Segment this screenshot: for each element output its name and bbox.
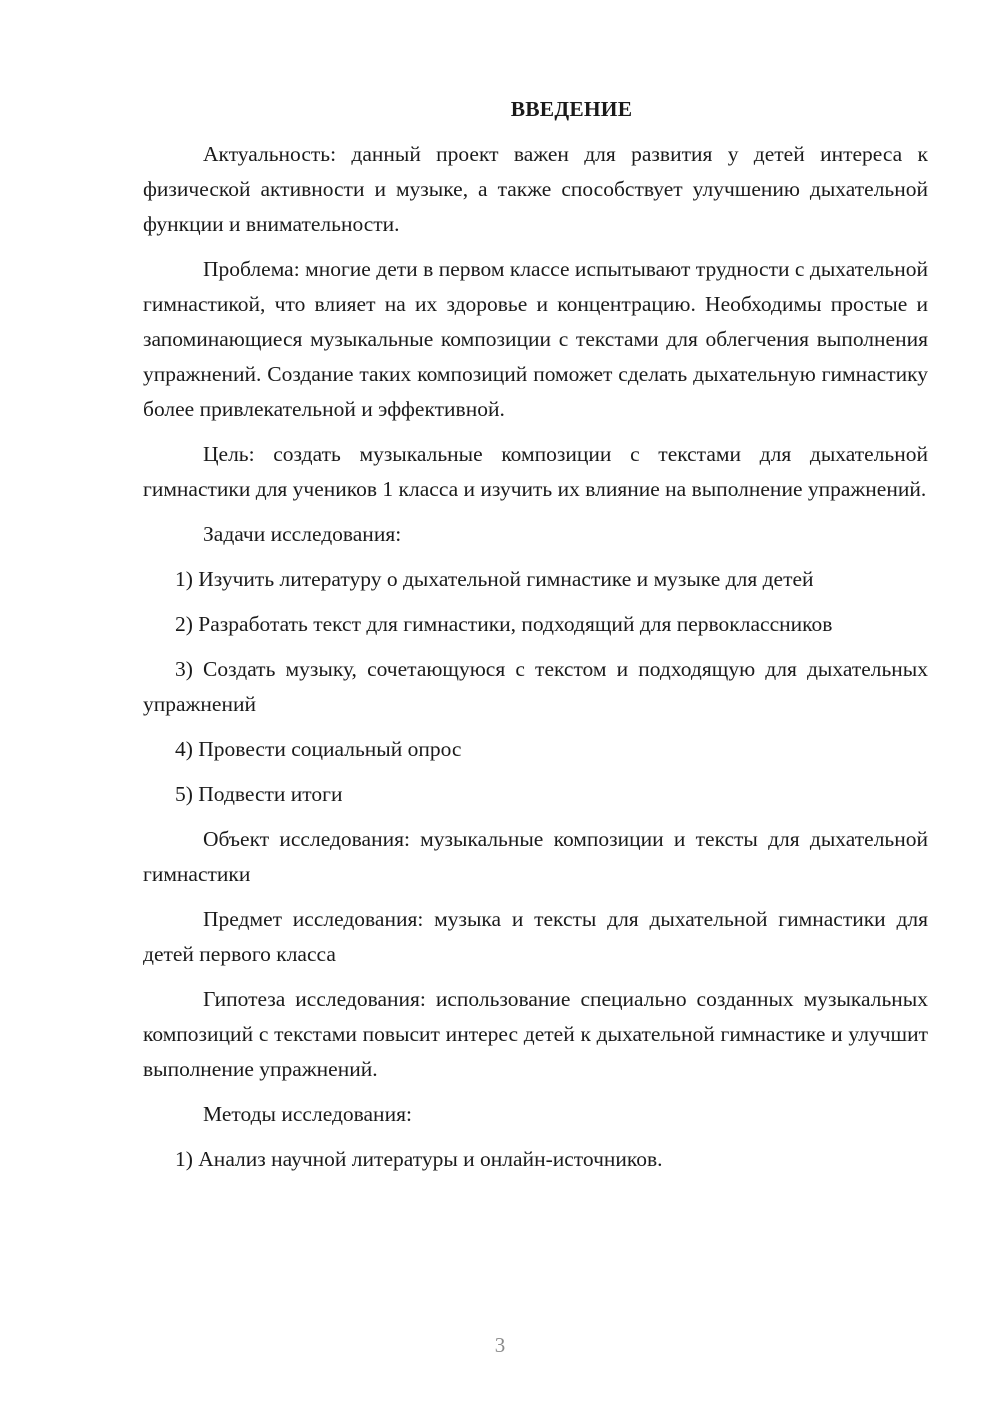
paragraph-goal: Цель: создать музыкальные композиции с текстами для дыхательной гимнастики для учеников 1 класса и изучить их влияние на выполнение упражнений.	[143, 442, 928, 501]
page-title: ВВЕДЕНИЕ	[510, 97, 633, 121]
page-number: 3	[494, 1333, 506, 1357]
task-item-4: 4) Провести социальный опрос	[175, 737, 462, 761]
paragraph-subject: Предмет исследования: музыка и тексты для дыхательной гимнастики для детей первого класса	[143, 907, 928, 966]
methods-heading: Методы исследования:	[203, 1102, 412, 1126]
task-item-1: 1) Изучить литературу о дыхательной гимнастике и музыке для детей	[175, 567, 814, 591]
paragraph-hypothesis: Гипотеза исследования: использование специально созданных музыкальных композиций с текстами повысит интерес детей к дыхательной гимнастике и улучшит выполнение упражнений.	[143, 987, 928, 1081]
tasks-heading: Задачи исследования:	[203, 522, 402, 546]
paragraph-object: Объект исследования: музыкальные композиции и тексты для дыхательной гимнастики	[143, 827, 928, 886]
task-item-3: 3) Создать музыку, сочетающуюся с текстом и подходящую для дыхательных упражнений	[143, 657, 928, 716]
paragraph-problem: Проблема: многие дети в первом классе испытывают трудности с дыхательной гимнастикой, что влияет на их здоровье и концентрацию. Необходимы простые и запоминающиеся музыкальные композиции с текстами для облегчения выполнения упражнений. Создание таких композиций поможет сделать дыхательную гимнастику более привлекательной и эффективной.	[143, 257, 928, 421]
task-item-2: 2) Разработать текст для гимнастики, подходящий для первоклассников	[175, 612, 833, 636]
task-item-5: 5) Подвести итоги	[175, 782, 343, 806]
document-page	[143, 92, 928, 1187]
paragraph-relevance: Актуальность: данный проект важен для развития у детей интереса к физической активности и музыке, а также способствует улучшению дыхательной функции и внимательности.	[143, 142, 928, 236]
method-item-1: 1) Анализ научной литературы и онлайн-источников.	[175, 1147, 663, 1171]
